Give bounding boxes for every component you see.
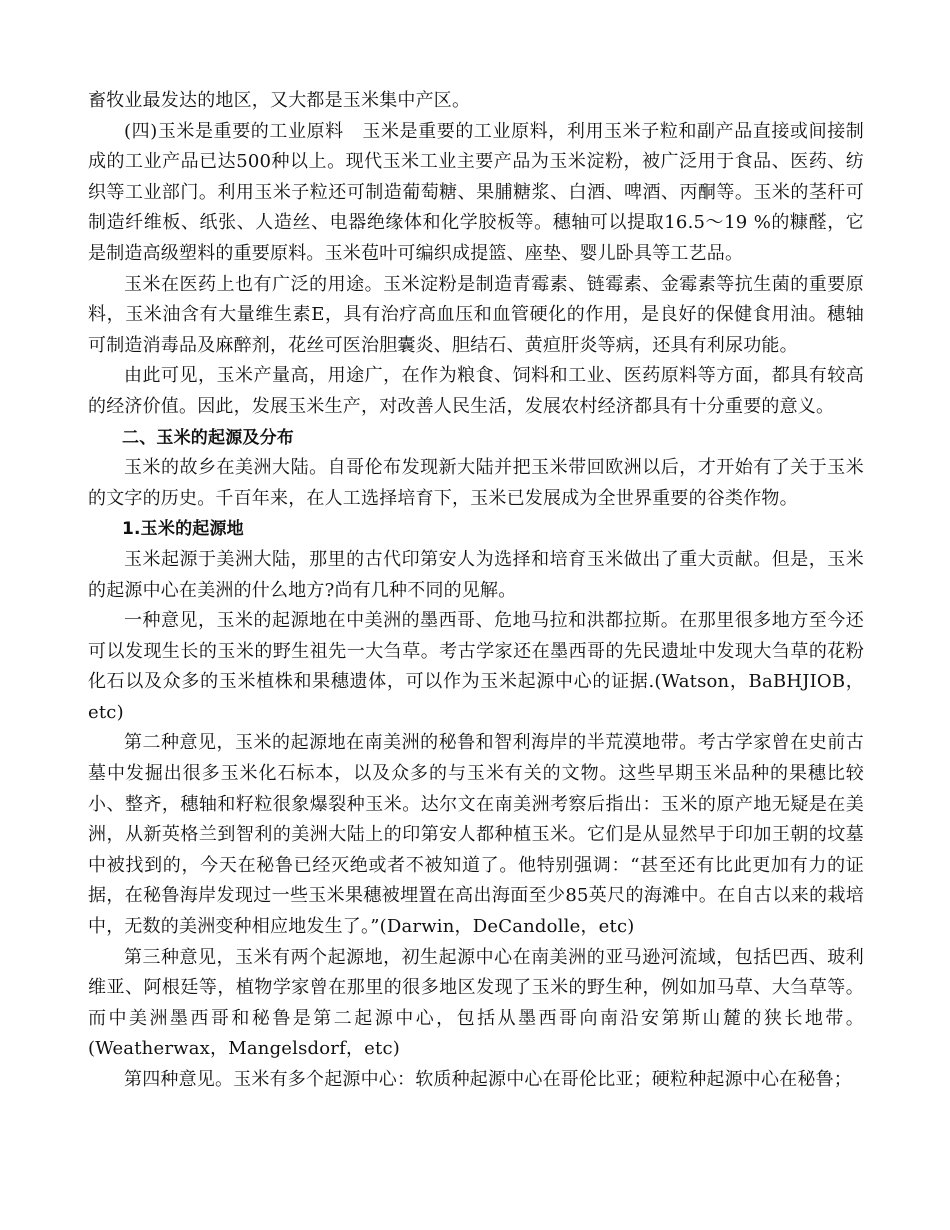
paragraph-industrial-material: (四)玉米是重要的工业原料 玉米是重要的工业原料，利用玉米子粒和副产品直接或间接制成的工业产品已达500种以上。现代玉米工业主要产品为玉米淀粉，被广泛用于食品、医药、纺织等工业部门。利用玉米子粒还可制造葡萄糖、果脯糖浆、白酒、啤酒、丙酮等。玉米的茎秆可制造纤维板、纸张、人造丝、电器绝缘体和化学胶板等。穗轴可以提取16.5～19 %的糠醛，它是制造高级塑料的重要原料。玉米苞叶可编织成提篮、座垫、婴儿卧具等工艺品。	[88, 120, 864, 264]
paragraph-origin-intro: 玉米的故乡在美洲大陆。自哥伦布发现新大陆并把玉米带回欧洲以后，才开始有了关于玉米的文字的历史。千百年来，在人工选择培育下，玉米已发展成为全世界重要的谷类作物。	[88, 457, 864, 509]
subsection-heading-origin-place: 1.玉米的起源地	[122, 519, 244, 540]
document-page	[88, 86, 864, 1096]
paragraph-view-two: 第二种意见，玉米的起源地在南美洲的秘鲁和智利海岸的半荒漠地带。考古学家曾在史前古墓中发掘出很多玉米化石标本，以及众多的与玉米有关的文物。这些早期玉米品种的果穗比较小、整齐，穗轴和籽粒很象爆裂种玉米。达尔文在南美洲考察后指出：玉米的原产地无疑是在美洲，从新英格兰到智利的美洲大陆上的印第安人都种植玉米。它们是从显然早于印加王朝的坟墓中被找到的，今天在秘鲁已经灭绝或者不被知道了。他特别强调：“甚至还有比此更加有力的证据，在秘鲁海岸发现过一些玉米果穗被埋置在高出海面至少85英尺的海滩中。在自古以来的栽培中，无数的美洲变种相应地发生了。”(Darwin，DeCandolle，etc)	[88, 732, 864, 938]
paragraph-origin-views: 玉米起源于美洲大陆，那里的古代印第安人为选择和培育玉米做出了重大贡献。但是，玉米的起源中心在美洲的什么地方?尚有几种不同的见解。	[88, 548, 864, 601]
paragraph-conclusion: 由此可见，玉米产量高，用途广，在作为粮食、饲料和工业、医药原料等方面，都具有较高的经济价值。因此，发展玉米生产，对改善人民生活，发展农村经济都具有十分重要的意义。	[88, 365, 864, 417]
section-heading-origin-distribution: 二、玉米的起源及分布	[122, 427, 294, 448]
paragraph-continuation: 畜牧业最发达的地区，又大都是玉米集中产区。	[88, 90, 471, 111]
paragraph-medical-use: 玉米在医药上也有广泛的用途。玉米淀粉是制造青霉素、链霉素、金霉素等抗生菌的重要原料，玉米油含有大量维生素E，具有治疗高血压和血管硬化的作用，是良好的保健食用油。穗轴可制造消毒品及麻醉剂，花丝可医治胆囊炎、胆结石、黄疸肝炎等病，还具有利尿功能。	[88, 273, 864, 356]
paragraph-view-three: 第三种意见，玉米有两个起源地，初生起源中心在南美洲的亚马逊河流域，包括巴西、玻利维亚、阿根廷等，植物学家曾在那里的很多地区发现了玉米的野生种，例如加马草、大刍草等。而中美洲墨西哥和秘鲁是第二起源中心，包括从墨西哥向南沿安第斯山麓的狭长地带。(Weatherwax，Mangelsdorf，etc)	[88, 946, 864, 1060]
paragraph-view-four: 第四种意见。玉米有多个起源中心：软质种起源中心在哥伦比亚；硬粒种起源中心在秘鲁；	[124, 1069, 852, 1090]
paragraph-view-one: 一种意见，玉米的起源地在中美洲的墨西哥、危地马拉和洪都拉斯。在那里很多地方至今还可以发现生长的玉米的野生祖先一大刍草。考古学家还在墨西哥的先民遗址中发现大刍草的花粉化石以及众多的玉米植株和果穗遗体，可以作为玉米起源中心的证据.(Watson，BaBHJIOB，etc)	[88, 610, 864, 723]
